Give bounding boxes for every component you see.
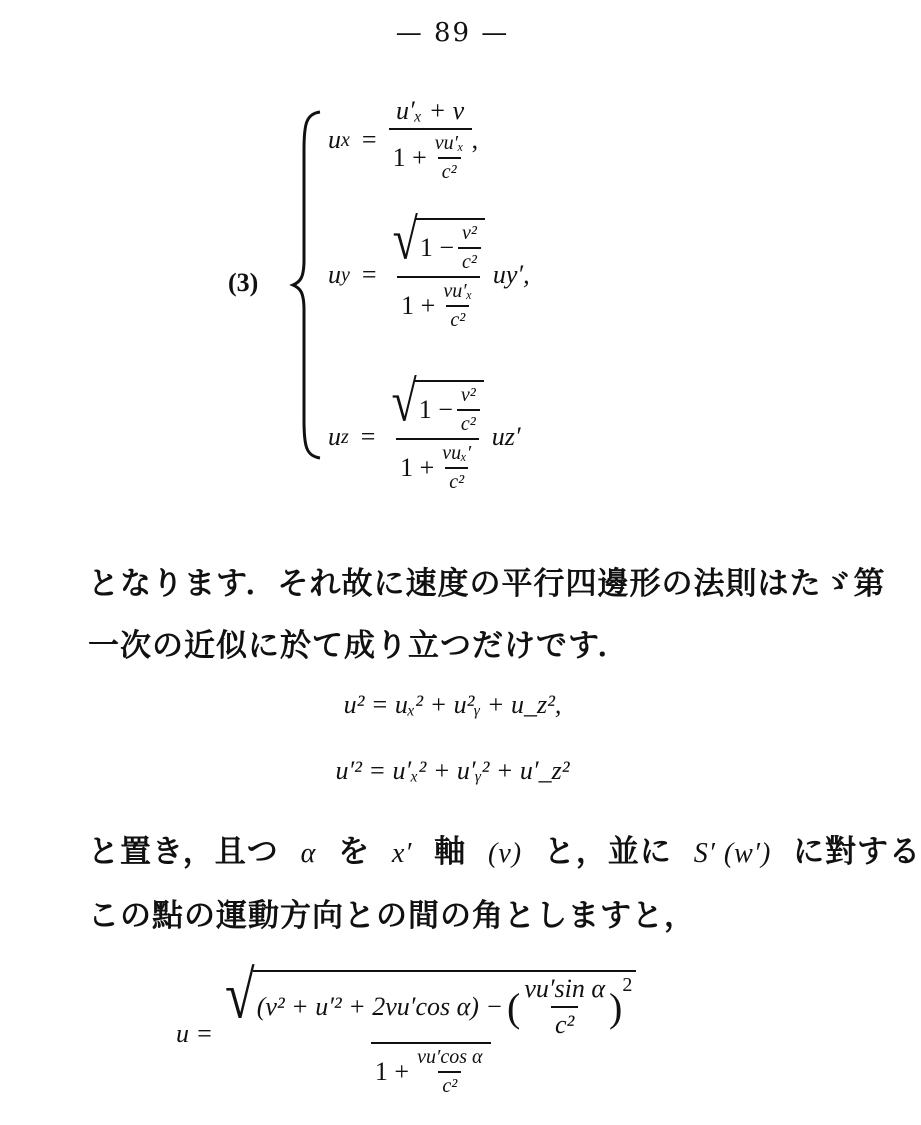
fraction-ux: u′ₓ + v 1 + $\frac{\text{vu′ₓ}}{\text{c²}}$ xyxy=(389,96,472,184)
definition-u-squared: u² = uₓ² + u²ᵧ + u_z², xyxy=(343,690,562,719)
paragraph-2-line-2: この點の運動方向との間の角としますと， xyxy=(88,898,696,934)
left-brace xyxy=(290,110,324,460)
radical-final: √ (v² + u′² + 2vu′cos α) − ( $\frac{\text{vu′sin α}}{\text{c²}}$ ) $^2$ xyxy=(225,970,636,1040)
page-number: — 89 — xyxy=(395,18,510,48)
final-equation: u = √ (v² + u′² + 2vu′cos α) − ( $\frac{\text{vu′sin α}}{\text{c²}}$ ) $^2$ 1 + $\frac{\text{vu′cos α}}{\text{c²}}$ xyxy=(176,970,640,1098)
definition-u-prime-squared: u′² = u′ₓ² + u′ᵧ² + u′_z² xyxy=(335,756,570,785)
radical-uy: √ 1 − $\frac{\text{v²}}{\text{c²}}$ xyxy=(393,218,485,274)
fraction-final: √ (v² + u′² + 2vu′cos α) − ( $\frac{\text{vu′sin α}}{\text{c²}}$ ) $^2$ 1 + $\frac{\text{vu′cos α}}{\text{c²}}$ xyxy=(221,970,640,1098)
radical-uz: √ 1 − $\frac{\text{v²}}{\text{c²}}$ xyxy=(391,380,483,436)
equation-ux: u x = u′ₓ + v 1 + $\frac{\text{vu′ₓ}}{\text{c²}}$ , xyxy=(328,96,479,183)
equation-uz: u z = √ 1 − $\frac{\text{v²}}{\text{c²}}$ 1 + $\frac{\text{vuₓ′}}{\text{c²}}$ uz′ xyxy=(328,369,521,493)
equation-label: (3) xyxy=(228,268,259,297)
fraction-uy: √ 1 − $\frac{\text{v²}}{\text{c²}}$ 1 + $\frac{\text{vu′ₓ}}{\text{c²}}$ xyxy=(389,218,489,332)
paragraph-2-line-1: と置き，且つ α を x′ 軸 (v) と，並に S′ (w′) に對する xyxy=(88,834,921,870)
paragraph-1-line-1: となります．それ故に速度の平行四邊形の法則はたゞ第 xyxy=(88,566,886,602)
fraction-uz: √ 1 − $\frac{\text{v²}}{\text{c²}}$ 1 + $\frac{\text{vuₓ′}}{\text{c²}}$ xyxy=(387,380,487,494)
equation-uy: u y = √ 1 − $\frac{\text{v²}}{\text{c²}}$ 1 + $\frac{\text{vu′ₓ}}{\text{c²}}$ uy′, xyxy=(328,207,530,331)
paragraph-1-line-2: 一次の近似に於て成り立つだけです． xyxy=(88,628,630,664)
